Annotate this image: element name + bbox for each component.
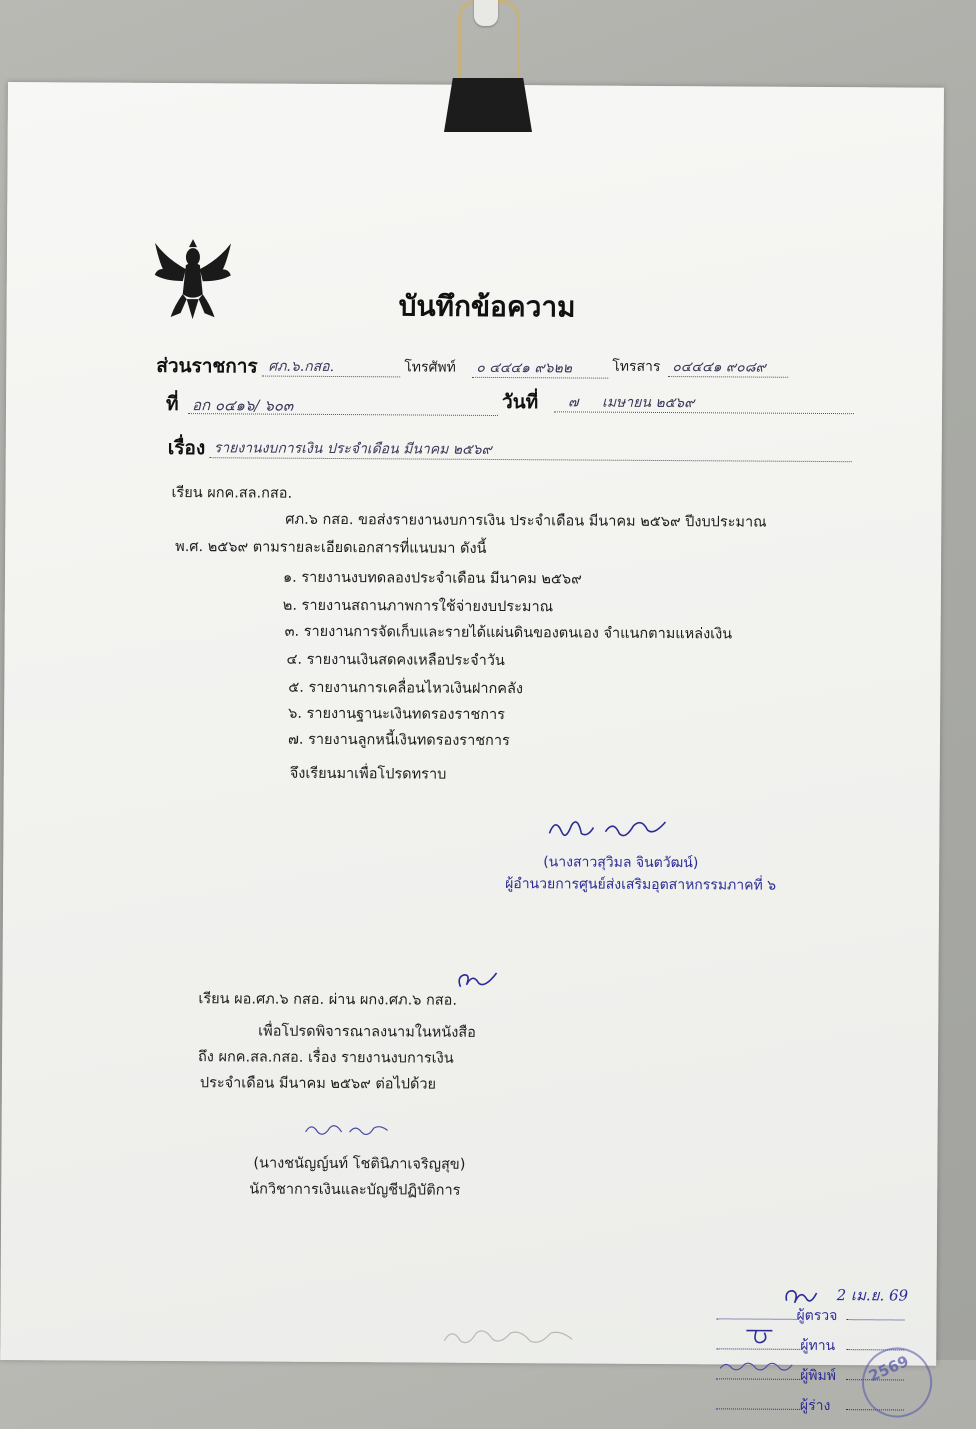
signer-2-title: นักวิชาการเงินและบัญชีปฏิบัติการ bbox=[249, 1181, 461, 1199]
note-salutation: เรียน ผอ.ศภ.๖ กสอ. ผ่าน ผกง.ศภ.๖ กสอ. bbox=[198, 991, 458, 1009]
reviewer-initials-icon bbox=[742, 1325, 782, 1347]
wall-hook bbox=[474, 0, 498, 26]
ref-value: อก ๐๔๑๖/ ๖๐๓ bbox=[191, 396, 294, 415]
drafter-label: ผู้ร่าง bbox=[799, 1397, 831, 1415]
garuda-emblem-icon bbox=[153, 239, 233, 321]
note-line-1: เพื่อโปรดพิจารณาลงนามในหนังสือ bbox=[258, 1023, 476, 1041]
date-month-year: เมษายน ๒๕๖๙ bbox=[602, 394, 695, 412]
list-item: ๒. รายงานสถานภาพการใช้จ่ายงบประมาณ bbox=[282, 597, 554, 616]
memo-title: บันทึกข้อความ bbox=[398, 289, 576, 324]
dept-value: ศภ.๖.กสอ. bbox=[268, 358, 335, 375]
faint-pencil-note-icon bbox=[440, 1321, 580, 1352]
typist-label: ผู้พิมพ์ bbox=[800, 1367, 837, 1385]
paragraph-line-1: ศภ.๖ กสอ. ขอส่งรายงานงบการเงิน ประจำเดือน มีนาคม ๒๕๖๙ ปีงบประมาณ bbox=[285, 511, 767, 531]
memo-paper bbox=[0, 82, 944, 1415]
signer-1-title: ผู้อำนวยการศูนย์ส่งเสริมอุตสาหกรรมภาคที่ ๖ bbox=[505, 876, 777, 894]
reviewer-label: ผู้ทาน bbox=[800, 1337, 836, 1355]
ref-label: ที่ bbox=[165, 392, 179, 416]
closing-text: จึงเรียนมาเพื่อโปรดทราบ bbox=[289, 765, 447, 783]
date-label: วันที่ bbox=[501, 391, 539, 414]
list-item: ๑. รายงานงบทดลองประจำเดือน มีนาคม ๒๕๖๙ bbox=[282, 569, 582, 588]
list-item: ๖. รายงานฐานะเงินทดรองราชการ bbox=[288, 705, 506, 724]
list-item: ๕. รายงานการเคลื่อนไหวเงินฝากคลัง bbox=[288, 679, 524, 698]
note-line-3: ประจำเดือน มีนาคม ๒๕๖๙ ต่อไปด้วย bbox=[199, 1075, 437, 1093]
signer-2-name: (นางชนัญญ์นท์ โชตินิภาเจริญสุข) bbox=[253, 1155, 466, 1173]
initials-mark-icon bbox=[452, 967, 502, 997]
list-item: ๔. รายงานเงินสดคงเหลือประจำวัน bbox=[286, 651, 505, 670]
signer-1-name: (นางสาวสุวิมล จินตวัฒน์) bbox=[543, 854, 699, 872]
stamp-text: 2569 bbox=[865, 1352, 912, 1386]
binder-clip bbox=[444, 78, 532, 132]
salutation: เรียน ผกค.สล.กสอ. bbox=[171, 485, 293, 502]
dept-label: ส่วนราชการ bbox=[156, 354, 258, 378]
date-day: ๗ bbox=[568, 394, 579, 411]
subject-value: รายงานงบการเงิน ประจำเดือน มีนาคม ๒๕๖๙ bbox=[213, 440, 492, 458]
fax-value: ๐๔๔๔๑ ๙๐๘๙ bbox=[672, 359, 766, 376]
subject-label: เรื่อง bbox=[167, 436, 206, 460]
phone-value: ๐ ๔๔๔๑ ๙๖๒๒ bbox=[476, 359, 573, 377]
checker-label: ผู้ตรวจ bbox=[796, 1307, 838, 1325]
list-item: ๓. รายงานการจัดเก็บและรายได้แผ่นดินของตนเอง จำแนกตามแหล่งเงิน bbox=[284, 623, 733, 643]
checker-date: 2 เม.ย. 69 bbox=[836, 1286, 909, 1305]
signature-2-icon bbox=[302, 1118, 392, 1141]
paragraph-line-2: พ.ศ. ๒๕๖๙ ตามรายละเอียดเอกสารที่แนบมา ดังนี้ bbox=[175, 539, 487, 557]
note-line-2: ถึง ผกค.สล.กสอ. เรื่อง รายงานงบการเงิน bbox=[197, 1049, 454, 1067]
phone-label: โทรศัพท์ bbox=[404, 359, 456, 376]
typist-initials-icon bbox=[716, 1356, 796, 1376]
list-item: ๗. รายงานลูกหนี้เงินทดรองราชการ bbox=[287, 731, 510, 750]
signature-1-icon bbox=[543, 811, 673, 846]
fax-label: โทรสาร bbox=[612, 358, 661, 375]
